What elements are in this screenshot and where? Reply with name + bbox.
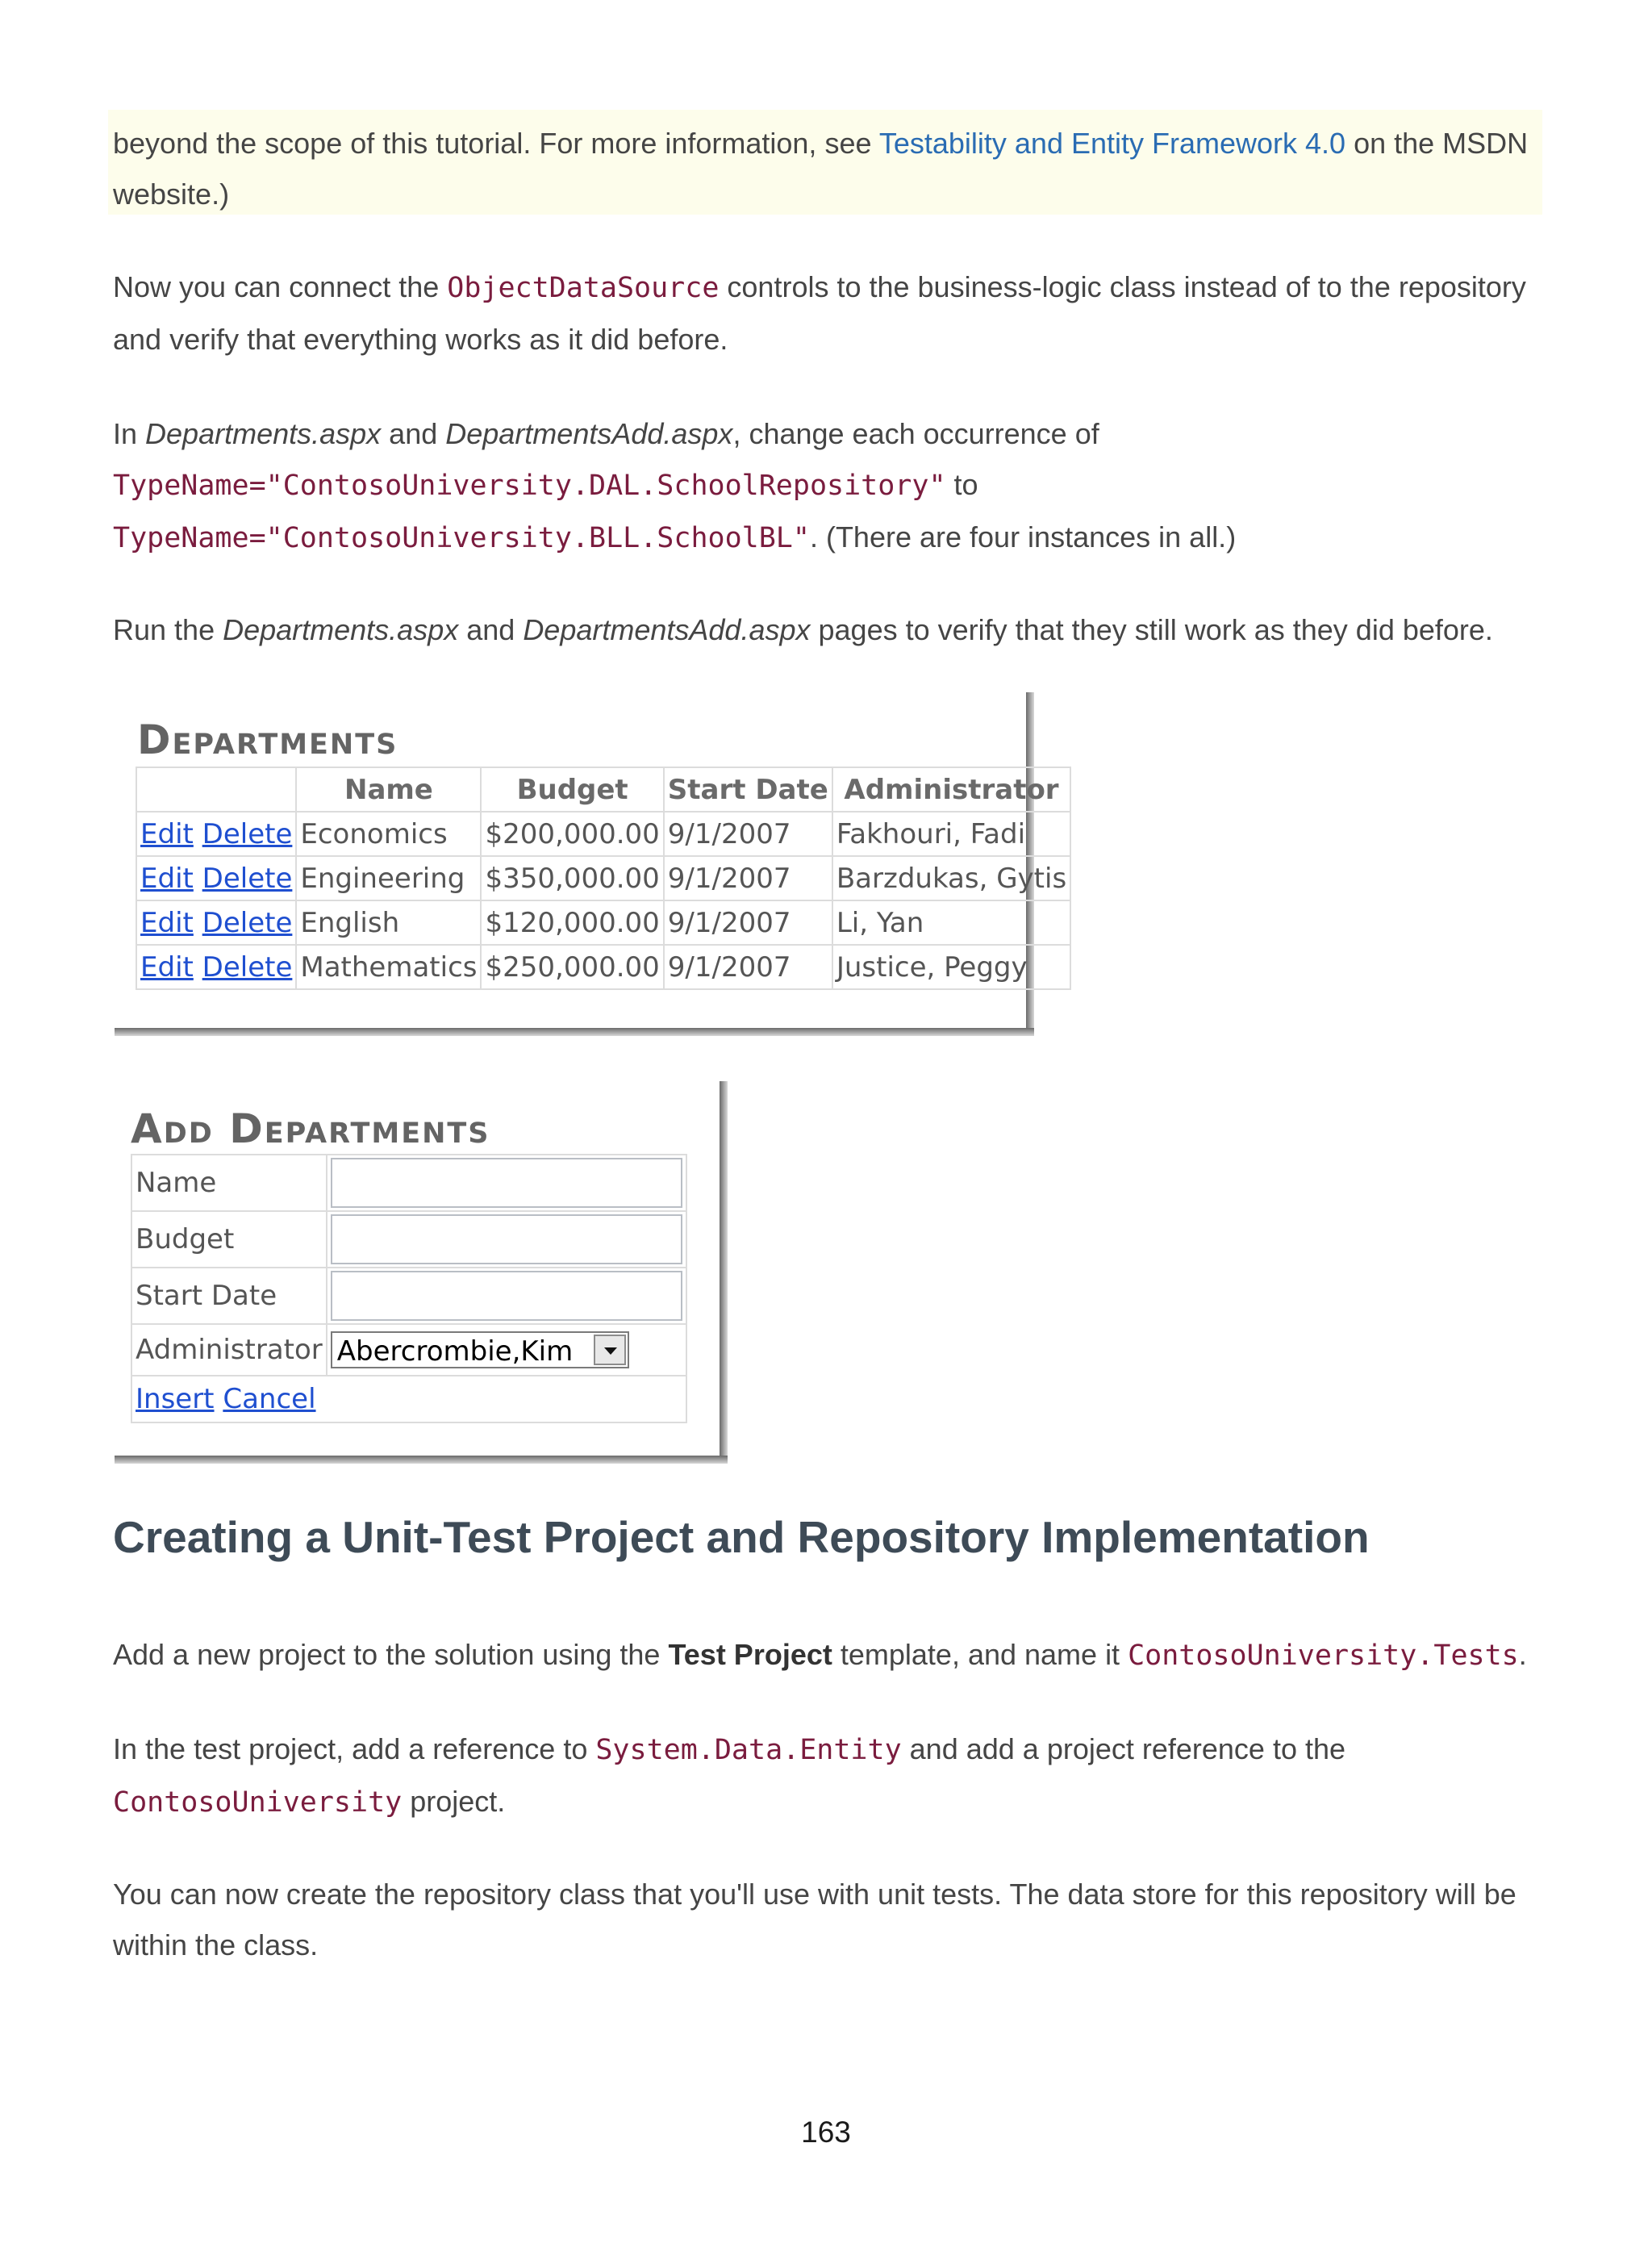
table-row <box>136 856 1070 900</box>
grid-cell: 9/1/2007 <box>664 945 832 989</box>
departments-grid <box>136 767 1071 990</box>
inline-code: TypeName="ContosoUniversity.BLL.SchoolBL" <box>113 522 810 554</box>
text: to <box>945 468 978 501</box>
section-heading: Creating a Unit-Test Project and Repository Implementation <box>113 1512 1370 1562</box>
grid-cell: $350,000.00 <box>481 856 663 900</box>
field-label: Name <box>131 1155 327 1211</box>
page-number: 163 <box>801 2116 851 2149</box>
grid-cell: Justice, Peggy <box>832 945 1070 989</box>
grid-cell: English <box>296 900 481 945</box>
edit-link[interactable]: Edit <box>140 950 194 984</box>
bold-text: Test Project <box>668 1638 832 1671</box>
grid-cell: 9/1/2007 <box>664 856 832 900</box>
inline-code: TypeName="ContosoUniversity.DAL.SchoolRepository" <box>113 470 946 502</box>
field-cell <box>327 1324 686 1376</box>
inline-code: System.Data.Entity <box>595 1734 902 1766</box>
delete-link[interactable]: Delete <box>202 906 293 939</box>
text: and <box>458 613 524 646</box>
note-text: beyond the scope of this tutorial. For more information, see <box>113 127 879 160</box>
grid-header-row <box>136 767 1070 812</box>
text: Run the <box>113 613 223 646</box>
filename: Departments.aspx <box>223 613 459 646</box>
grid-cell: 9/1/2007 <box>664 812 832 856</box>
add-departments-form <box>131 1154 687 1423</box>
row-actions-cell <box>136 945 296 989</box>
paragraph-repository-class: You can now create the repository class that you'll use with unit tests. The data store for this repository will be within the class. <box>113 1878 1516 1961</box>
paragraph-run-pages <box>113 604 1541 655</box>
grid-cell: Mathematics <box>296 945 481 989</box>
delete-link[interactable]: Delete <box>202 862 293 895</box>
row-actions-cell <box>136 812 296 856</box>
inline-code: ContosoUniversity.Tests <box>1128 1640 1519 1672</box>
grid-header-cell: Name <box>296 767 481 812</box>
filename: DepartmentsAdd.aspx <box>523 613 811 646</box>
insert-link[interactable]: Insert <box>136 1383 215 1415</box>
grid-cell: $200,000.00 <box>481 812 663 856</box>
text: In <box>113 417 146 450</box>
field-label: Administrator <box>131 1324 327 1376</box>
field-cell <box>327 1211 686 1268</box>
field-cell <box>327 1268 686 1324</box>
note-paragraph <box>113 118 1541 219</box>
grid-header-cell <box>136 767 296 812</box>
form-row-actions <box>131 1376 686 1422</box>
note-text-end: on the MSDN website.) <box>113 127 1529 211</box>
name-input[interactable] <box>331 1158 682 1208</box>
table-row <box>136 812 1070 856</box>
text: , change each occurrence of <box>732 417 1099 450</box>
table-row <box>136 945 1070 989</box>
grid-cell: Barzdukas, Gytis <box>832 856 1070 900</box>
grid-cell: Fakhouri, Fadi <box>832 812 1070 856</box>
grid-header-cell: Budget <box>481 767 663 812</box>
paragraph-add-reference <box>113 1723 1541 1828</box>
text: project. <box>402 1785 506 1818</box>
text: Now you can connect the <box>113 270 448 303</box>
delete-link[interactable]: Delete <box>202 817 293 850</box>
add-departments-title: Add Departments <box>131 1105 490 1152</box>
add-departments-panel <box>115 1081 720 1456</box>
cancel-link[interactable]: Cancel <box>223 1383 316 1415</box>
filename: Departments.aspx <box>145 417 382 450</box>
delete-link[interactable]: Delete <box>202 950 293 984</box>
form-row-start-date <box>131 1268 686 1324</box>
inline-code: ContosoUniversity <box>113 1786 403 1819</box>
field-cell <box>327 1155 686 1211</box>
grid-cell: $250,000.00 <box>481 945 663 989</box>
row-actions-cell <box>136 856 296 900</box>
panel-shadow <box>720 1081 728 1464</box>
text: . (There are four instances in all.) <box>809 520 1237 554</box>
text: In the test project, add a reference to <box>113 1732 596 1765</box>
field-label: Budget <box>131 1211 327 1268</box>
inline-code: ObjectDataSource <box>447 272 720 304</box>
edit-link[interactable]: Edit <box>140 906 194 939</box>
text: Add a new project to the solution using the <box>113 1638 669 1671</box>
grid-cell: Engineering <box>296 856 481 900</box>
filename: DepartmentsAdd.aspx <box>445 417 733 450</box>
text: and <box>381 417 446 450</box>
text: . <box>1518 1638 1527 1671</box>
paragraph-change-typename <box>113 408 1541 564</box>
table-row <box>136 900 1070 945</box>
grid-header-cell: Start Date <box>664 767 832 812</box>
paragraph-connect <box>113 261 1541 365</box>
text: and add a project reference to the <box>901 1732 1346 1765</box>
form-row-administrator <box>131 1324 686 1376</box>
administrator-select[interactable] <box>331 1331 629 1368</box>
testability-link[interactable]: Testability and Entity Framework 4.0 <box>878 127 1346 160</box>
budget-input[interactable] <box>331 1214 682 1264</box>
administrator-selected-value: Abercrombie,Kim <box>336 1335 574 1368</box>
field-label: Start Date <box>131 1268 327 1324</box>
edit-link[interactable]: Edit <box>140 862 194 895</box>
panel-shadow <box>115 1028 1034 1036</box>
grid-cell: 9/1/2007 <box>664 900 832 945</box>
paragraph-add-project <box>113 1629 1541 1681</box>
text: controls to the business-logic class instead of to the repository and verify that everything works as it did before. <box>113 270 1526 356</box>
panel-shadow <box>115 1456 728 1464</box>
dropdown-arrow-icon[interactable] <box>594 1335 626 1365</box>
grid-cell: Li, Yan <box>832 900 1070 945</box>
grid-header-cell: Administrator <box>832 767 1070 812</box>
actions-cell <box>131 1376 686 1422</box>
row-actions-cell <box>136 900 296 945</box>
departments-panel <box>115 692 1067 1028</box>
grid-cell: Economics <box>296 812 481 856</box>
departments-title: Departments <box>137 716 398 763</box>
form-row-budget <box>131 1211 686 1268</box>
text: template, and name it <box>832 1638 1128 1671</box>
edit-link[interactable]: Edit <box>140 817 194 850</box>
grid-cell: $120,000.00 <box>481 900 663 945</box>
text: pages to verify that they still work as they did before. <box>810 613 1493 646</box>
start-date-input[interactable] <box>331 1271 682 1321</box>
form-row-name <box>131 1155 686 1211</box>
